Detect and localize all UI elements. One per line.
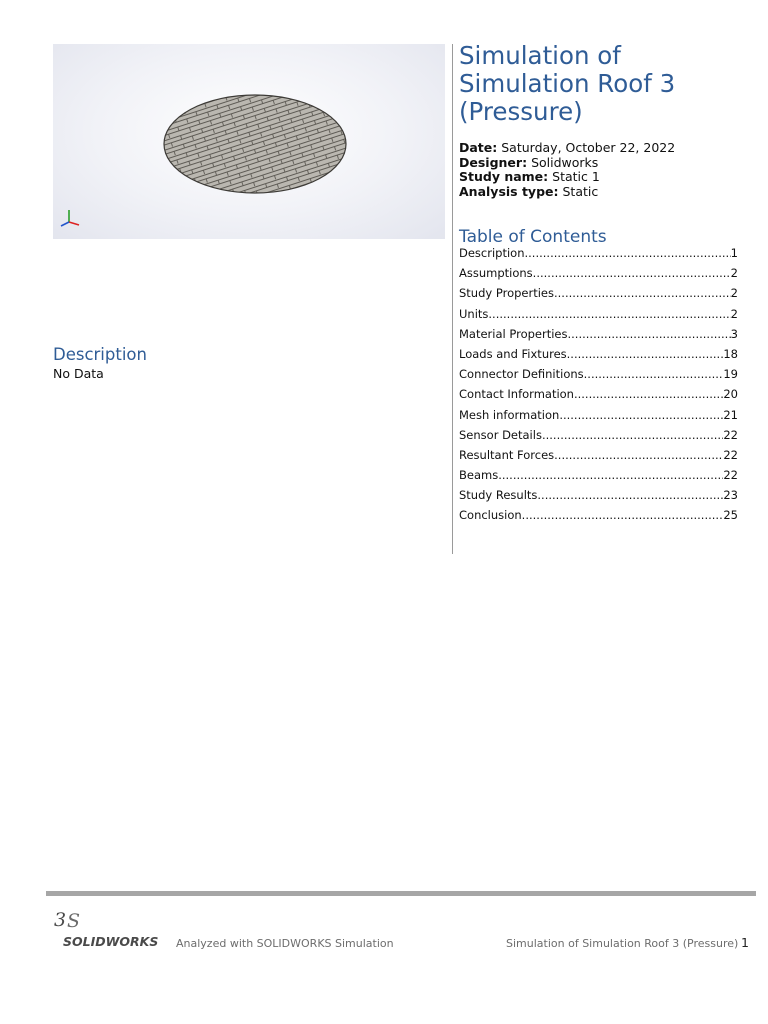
toc-entry[interactable] [459, 387, 738, 407]
toc-dot-leader [574, 387, 723, 401]
toc-entry[interactable] [459, 408, 738, 428]
toc-entry[interactable] [459, 488, 738, 508]
toc-entry-label: Loads and Fixtures [459, 346, 567, 361]
footer-rule [46, 891, 756, 896]
study-metadata [459, 141, 675, 199]
designer-value: Solidworks [531, 154, 599, 170]
toc-entry-label: Assumptions [459, 266, 533, 281]
toc-entry-label: Mesh information [459, 407, 560, 422]
toc-entry-label: Material Properties [459, 326, 568, 341]
toc-entry-label: Resultant Forces [459, 447, 555, 462]
svg-text:S: S [67, 910, 81, 932]
analysis-type-value: Static [562, 183, 599, 199]
toc-entry-label: Conclusion [459, 508, 522, 523]
toc-dot-leader [554, 286, 731, 300]
study-name-value: Static 1 [552, 169, 600, 184]
page-number: 1 [741, 935, 749, 950]
toc-entry[interactable] [459, 468, 738, 488]
toc-entry[interactable] [459, 448, 738, 468]
3ds-logo-icon [53, 906, 87, 936]
toc-entry-page: 22 [723, 468, 738, 483]
designer-row [459, 156, 675, 171]
footer-document-title: Simulation of Simulation Roof 3 (Pressure) [506, 937, 739, 950]
toc-entry-label: Study Results [459, 488, 538, 503]
toc-heading: Table of Contents [459, 227, 607, 247]
toc-entry-page: 19 [723, 367, 738, 382]
toc-dot-leader [567, 347, 724, 361]
toc-entry-page: 1 [730, 246, 738, 260]
toc-entry-page: 20 [723, 387, 738, 402]
toc-entry-page: 2 [730, 286, 738, 301]
study-name-row [459, 170, 675, 185]
toc-entry-label: Description [459, 246, 525, 260]
toc-dot-leader [488, 307, 730, 321]
toc-entry-label: Contact Information [459, 387, 574, 402]
toc-entry-label: Units [459, 306, 489, 321]
description-heading: Description [53, 345, 147, 364]
toc-dot-leader [522, 508, 724, 522]
toc-entry[interactable] [459, 367, 738, 387]
toc-entry-page: 23 [723, 488, 738, 503]
toc-entry[interactable] [459, 428, 738, 448]
date-label: Date: [459, 140, 498, 155]
toc-dot-leader [537, 488, 723, 502]
svg-text:3: 3 [54, 909, 67, 931]
toc-entry[interactable] [459, 508, 738, 528]
toc-entry-label: Connector Definitions [459, 367, 584, 382]
toc-dot-leader [559, 408, 723, 422]
toc-entry-page: 25 [723, 508, 738, 523]
toc-entry-label: Study Properties [459, 286, 554, 301]
toc-entry[interactable] [459, 347, 738, 367]
toc-entry-page: 2 [730, 266, 738, 281]
table-of-contents [459, 246, 738, 529]
date-row [459, 141, 675, 156]
toc-entry[interactable] [459, 327, 738, 347]
column-divider [452, 44, 453, 554]
study-name-label: Study name: [459, 169, 549, 184]
toc-entry-label: Sensor Details [459, 427, 542, 442]
roof-model-image [53, 44, 445, 239]
toc-entry-page: 22 [723, 427, 738, 442]
toc-entry-page: 3 [730, 326, 738, 341]
toc-entry-page: 18 [723, 346, 738, 361]
analysis-type-row [459, 185, 675, 200]
analysis-type-label: Analysis type: [459, 183, 559, 199]
toc-entry[interactable] [459, 307, 738, 327]
toc-dot-leader [554, 448, 723, 462]
description-text: No Data [53, 366, 104, 381]
toc-dot-leader [498, 468, 723, 482]
toc-entry-page: 2 [730, 306, 738, 321]
toc-entry-page: 21 [723, 407, 738, 422]
toc-dot-leader [542, 428, 723, 442]
footer-analyzed-note: Analyzed with SOLIDWORKS Simulation [176, 937, 394, 950]
axis-triad-icon [59, 206, 81, 228]
toc-entry-page: 22 [723, 447, 738, 462]
toc-dot-leader [533, 266, 731, 280]
logo-wordmark: SOLIDWORKS [63, 934, 159, 949]
toc-dot-leader [525, 246, 731, 260]
toc-entry[interactable] [459, 266, 738, 286]
page-title: Simulation of Simulation Roof 3 (Pressure) [459, 41, 676, 126]
toc-entry-label: Beams [459, 468, 499, 483]
date-value: Saturday, October 22, 2022 [501, 140, 676, 155]
toc-dot-leader [584, 367, 724, 381]
toc-entry[interactable] [459, 246, 738, 266]
toc-dot-leader [568, 327, 731, 341]
designer-label: Designer: [459, 154, 528, 170]
toc-entry[interactable] [459, 286, 738, 306]
